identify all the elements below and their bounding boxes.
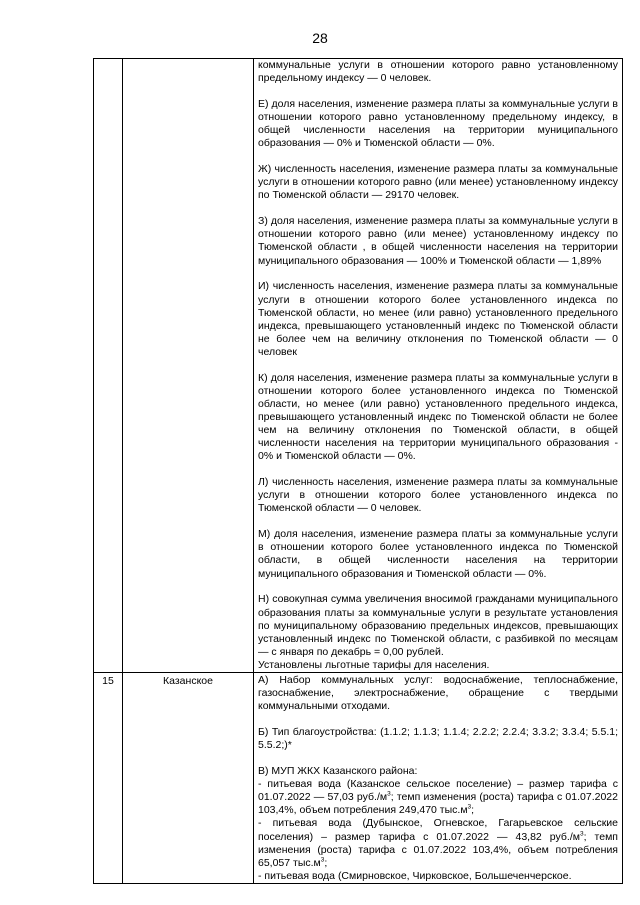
paragraph: коммунальные услуги в отношении которого равно установленному предельному индексу — 0 человек. [258, 59, 618, 85]
paragraph: И) численность населения, изменение размера платы за коммунальные услуги в отношении которого более установленного индекса по Тюменской области, но менее (или равно) установленного предельного индекса, превышающего установленный индекс по Тюменской области не более чем на величину отклонения по Тюменской области — 0 человек [258, 280, 618, 358]
paragraph: Б) Тип благоустройства: (1.1.2; 1.1.3; 1.1.4; 2.2.2; 2.2.4; 3.3.2; 3.3.4; 5.5.1; 5.5.2;)* [258, 726, 618, 752]
row-number-cell [94, 59, 123, 673]
tariff-item: - питьевая вода (Дубынское, Огневское, Гагарьевское сельские поселения) – размер тарифа с 01.07.2022 — 43,82 $руб./м^3$; темп изменения (роста) тарифа с 01.07.2022 103,4%, объем потребления 65,057 $тыс.м^3$; [258, 817, 618, 869]
page-number: 28 [312, 30, 328, 46]
tariff-item: - питьевая вода (Смирновское, Чирковское, Большеченчерское. [258, 869, 572, 882]
tariff-item: - питьевая вода (Казанское сельское поселение) – размер тарифа с 01.07.2022 — 57,03 $руб./м^3$; темп изменения (роста) тарифа с 01.07.2022 103,4%, объем потребления 249,470 $тыс.м^3$; [258, 778, 618, 817]
municipality-cell [123, 59, 254, 673]
municipality-name: Казанское [123, 673, 254, 884]
description-cell [254, 59, 623, 673]
table-row [94, 59, 623, 673]
paragraph: Е) доля населения, изменение размера платы за коммунальные услуги в отношении которого равно установленному предельному индексу, в общей численности населения на территории муниципального образования — 0% и Тюменской области — 0%. [258, 97, 618, 150]
paragraph: А) Набор коммунальных услуг: водоснабжение, теплоснабжение, газоснабжение, электроснабжение, обращение с твердыми коммунальными отходами. [258, 674, 618, 713]
paragraph: Л) численность населения, изменение размера платы за коммунальные услуги в отношении которого более установленного индекса по Тюменской области — 0 человек. [258, 476, 618, 515]
org-heading: В) МУП ЖКХ Казанского района: [258, 765, 418, 778]
row-number: 15 [94, 673, 123, 884]
description-cell [254, 673, 623, 884]
paragraph: Н) совокупная сумма увеличения вносимой гражданами муниципального образования платы за коммунальные услуги в результате установления по муниципальному образованию предельных индексов, превышающих установленный индекс по Тюменской области, с разбивкой по месяцам — с января по декабрь = 0,00 рублей. [258, 593, 618, 658]
paragraph: М) доля населения, изменение размера платы за коммунальные услуги в отношении которого более установленного индекса по Тюменской области, в общей численности населения на территории муниципального образования и Тюменской области — 0%. [258, 528, 618, 580]
tariff-table [93, 58, 623, 884]
paragraph: Установлены льготные тарифы для населения. [258, 658, 490, 671]
table-row [94, 673, 623, 884]
paragraph: Ж) численность населения, изменение размера платы за коммунальные услуги в отношении которого равно (или менее) установленному индексу по Тюменской области — 29170 человек. [258, 163, 618, 202]
paragraph: К) доля населения, изменение размера платы за коммунальные услуги в отношении которого более установленного индекса по Тюменской области, но менее (или равно) установленного предельного индекса, превышающего установленный индекс по Тюменской области не более чем на величину отклонения по Тюменской области, в общей численности населения на территории муниципального образования - 0% и Тюменской области — 0%. [258, 371, 618, 463]
paragraph: З) доля населения, изменение размера платы за коммунальные услуги в отношении которого равно (или менее) установленному индексу по Тюменской области , в общей численности населения на территории муниципального образования — 100% и Тюменской области — 1,89% [258, 215, 618, 267]
